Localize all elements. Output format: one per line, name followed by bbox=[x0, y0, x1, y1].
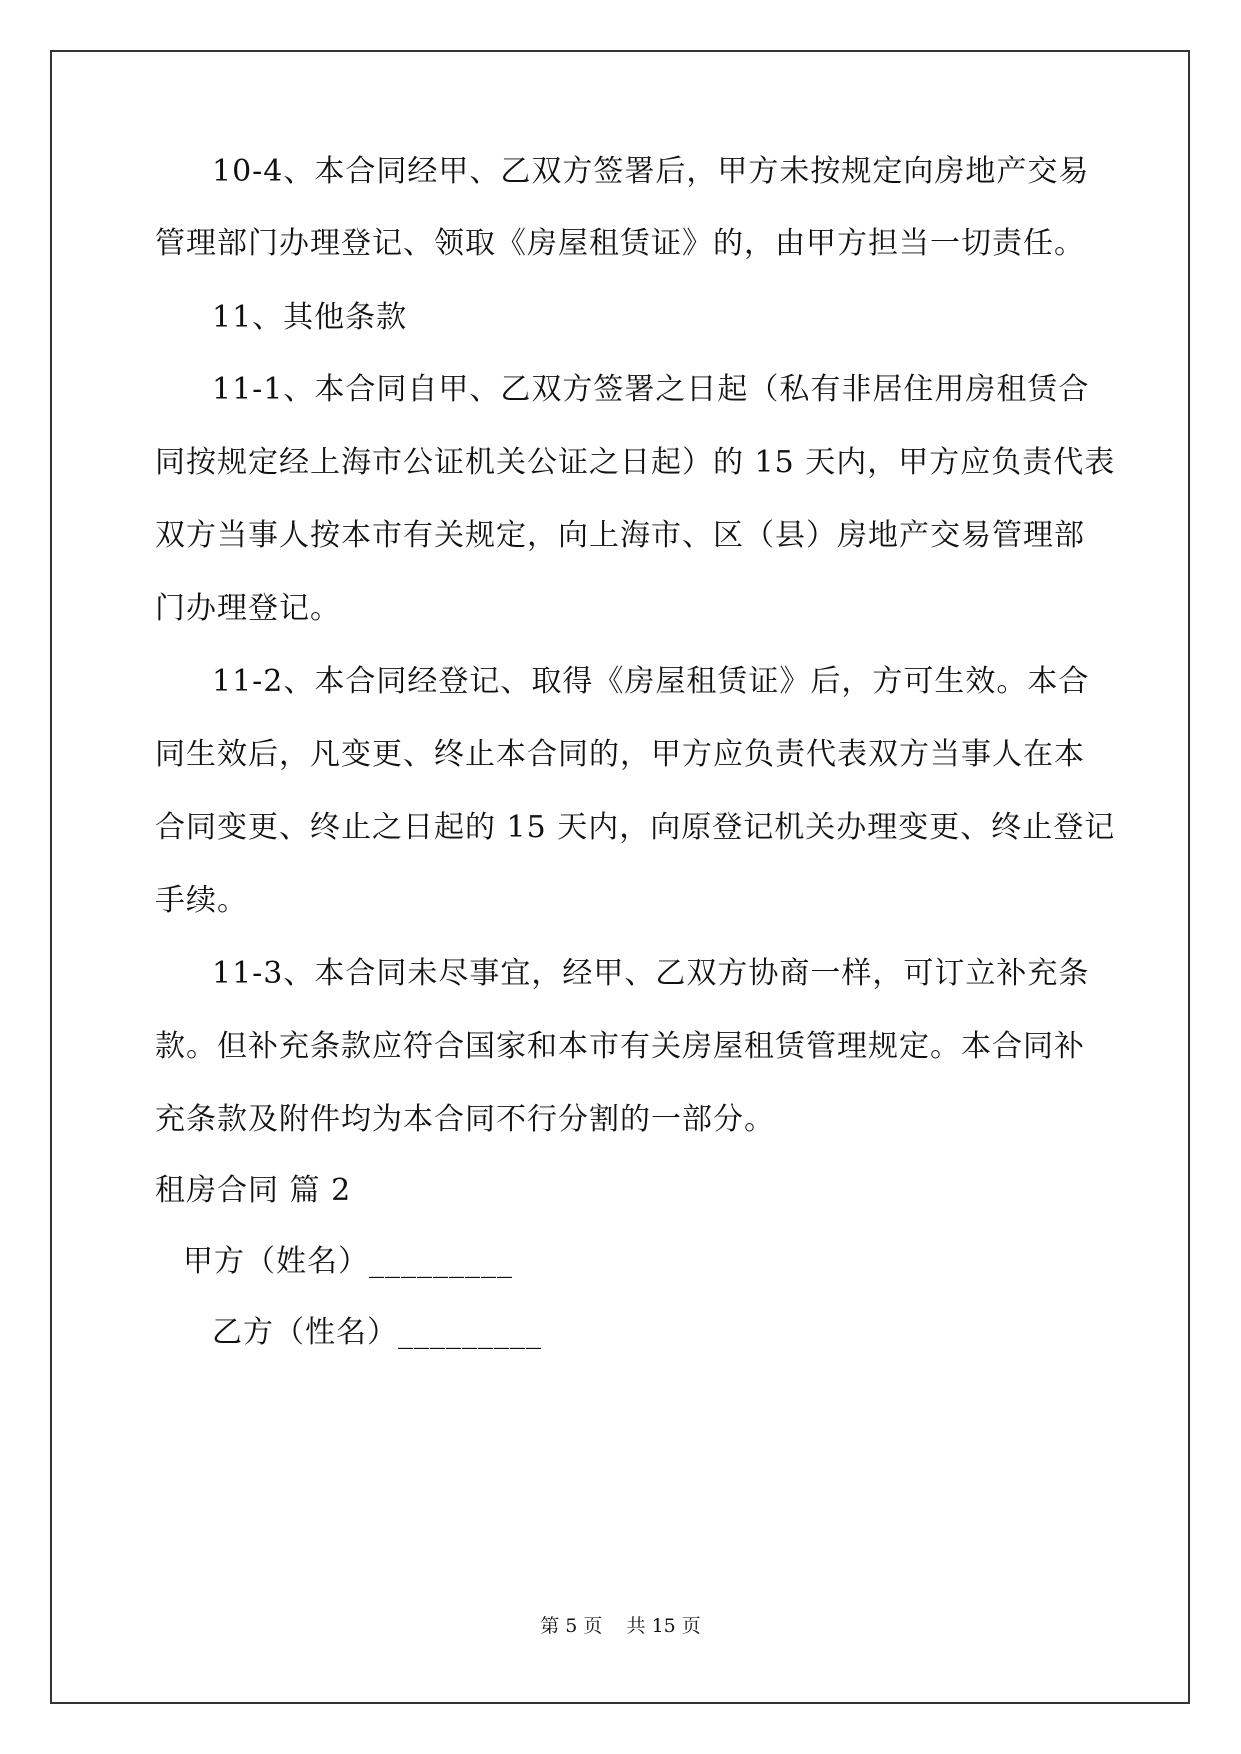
clause-11-3-line-1: 11-3、本合同未尽事宜，经甲、乙双方协商一样，可订立补充条 bbox=[212, 956, 1090, 991]
clause-11-1-line-4: 门办理登记。 bbox=[155, 591, 341, 626]
clause-11-2-line-4: 手续。 bbox=[155, 883, 248, 918]
clause-11-2-line-1: 11-2、本合同经登记、取得《房屋租赁证》后，方可生效。本合 bbox=[212, 664, 1090, 699]
clause-11-3-line-2: 款。但补充条款应符合国家和本市有关房屋租赁管理规定。本合同补 bbox=[155, 1029, 1085, 1064]
clause-11-2-line-3: 合同变更、终止之日起的 15 天内，向原登记机关办理变更、终止登记 bbox=[155, 810, 1116, 845]
party-b-line: 乙方（性名）_________ bbox=[212, 1315, 542, 1350]
section-title: 租房合同 篇 2 bbox=[155, 1173, 352, 1208]
clause-11-1-line-1: 11-1、本合同自甲、乙双方签署之日起（私有非居住用房租赁合 bbox=[212, 372, 1090, 407]
clause-11-3-line-3: 充条款及附件均为本合同不行分割的一部分。 bbox=[155, 1102, 775, 1137]
clause-11-1-line-2: 同按规定经上海市公证机关公证之日起）的 15 天内，甲方应负责代表 bbox=[155, 445, 1116, 480]
clause-11-heading: 11、其他条款 bbox=[212, 300, 408, 335]
page-number-footer: 第 5 页 共 15 页 bbox=[540, 1615, 701, 1637]
clause-11-2-line-2: 同生效后，凡变更、终止本合同的，甲方应负责代表双方当事人在本 bbox=[155, 737, 1085, 772]
clause-11-1-line-3: 双方当事人按本市有关规定，向上海市、区（县）房地产交易管理部 bbox=[155, 518, 1085, 553]
clause-10-4-line-1: 10-4、本合同经甲、乙双方签署后，甲方未按规定向房地产交易 bbox=[212, 154, 1090, 189]
clause-10-4-line-2: 管理部门办理登记、领取《房屋租赁证》的，由甲方担当一切责任。 bbox=[155, 226, 1085, 261]
party-a-line: 甲方（姓名）_________ bbox=[183, 1244, 513, 1279]
